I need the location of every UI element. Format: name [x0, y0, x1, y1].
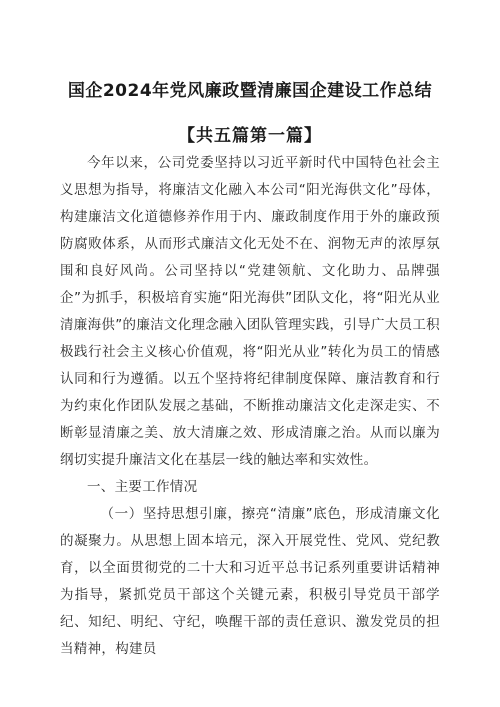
section-heading: 一、主要工作情况	[87, 479, 198, 495]
document-title: 国企2024年党风廉政暨清廉国企建设工作总结	[67, 81, 433, 101]
document-body	[60, 150, 440, 663]
paragraph-intro: 今年以来，公司党委坚持以习近平新时代中国特色社会主义思想为指导，将廉洁文化融入本公司“阳光海供文化”母体，构建廉洁文化道德修养作用于内、廉政制度作用于外的廉政预防腐败体系，从而形式廉洁文化无处不在、润物无声的浓厚氛围和良好风尚。公司坚持以“党建领航、文化助力、品牌强企”为抓手，积极培育实施“阳光海供”团队文化，将“阳光从业清廉海供”的廉洁文化理念融入团队管理实践，引导广大员工积极践行社会主义核心价值观，将“阳光从业”转化为员工的情感认同和行为遵循。以五个坚持将纪律制度保障、廉洁教育和行为约束化作团队发展之基础，不断推动廉洁文化走深走实、不断彰显清廉之美、放大清廉之效、形成清廉之治。从而以廉为纲切实提升廉洁文化在基层一线的触达率和实效性。	[60, 155, 440, 468]
paragraph-section-1: （一）坚持思想引廉，擦亮“清廉”底色，形成清廉文化的凝聚力。从思想上固本培元，深入开展党性、党风、党纪教育，以全面贯彻党的二十大和习近平总书记系列重要讲话精神为指导，紧抓党员干部这个关键元素，积极引导党员干部学纪、知纪、明纪、守纪，唤醒干部的责任意识、激发党员的担当精神，构建员	[60, 506, 440, 657]
document-subtitle: 【共五篇第一篇】	[178, 126, 322, 146]
